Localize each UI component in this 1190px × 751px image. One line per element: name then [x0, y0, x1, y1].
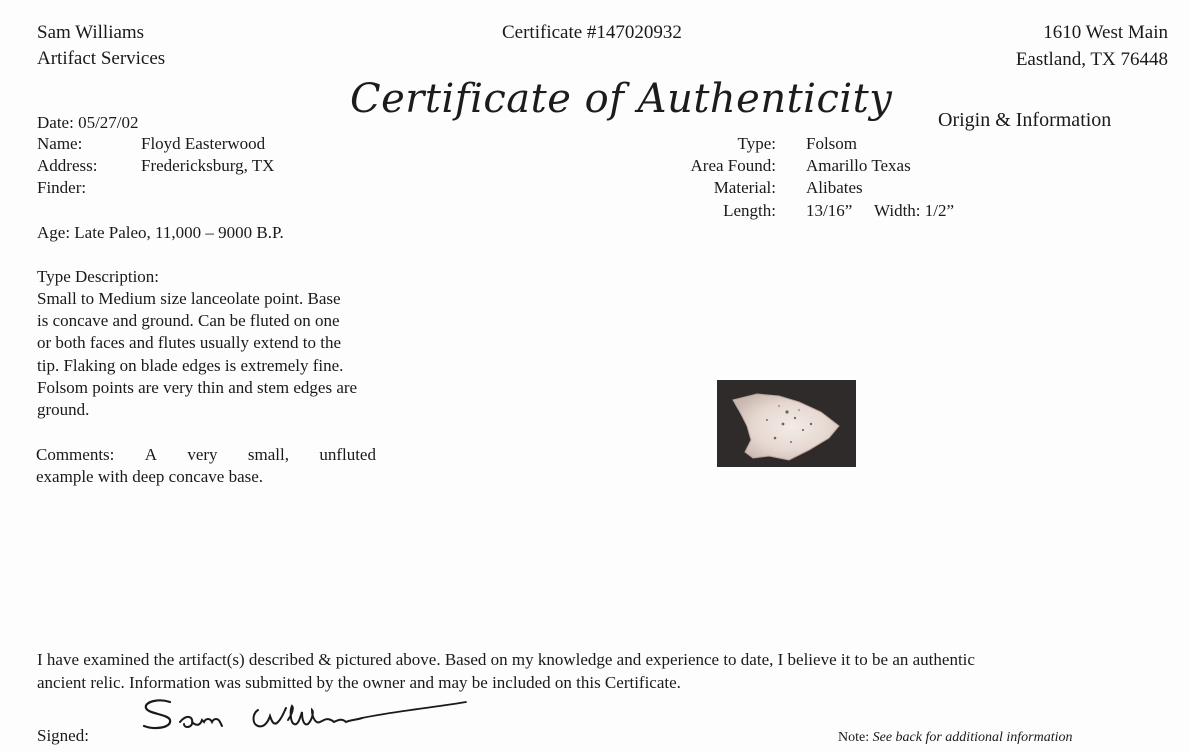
- company-division: Artifact Services: [37, 48, 166, 69]
- name-label: Name:: [37, 134, 83, 153]
- authenticity-statement: [37, 649, 1147, 694]
- artifact-photo: [717, 380, 856, 467]
- company-name: Sam Williams: [37, 22, 145, 43]
- comments-word: small,: [247, 445, 289, 464]
- folsom-point-image: [717, 380, 856, 467]
- comments-block: [36, 444, 376, 488]
- certificate-title: Certificate of Authenticity: [350, 76, 893, 122]
- type-value: Folsom: [806, 134, 858, 153]
- type-label: Type:: [737, 134, 776, 153]
- type-description-line: Folsom points are very thin and stem edges are: [37, 378, 358, 397]
- note-text: See back for additional information: [872, 730, 1073, 745]
- age-field: Age: Late Paleo, 11,000 – 9000 B.P.: [37, 223, 284, 242]
- comments-word: very: [187, 445, 218, 464]
- material-label: Material:: [713, 178, 776, 197]
- comments-label: Comments:: [36, 445, 115, 464]
- type-description-line: Small to Medium size lanceolate point. Base: [37, 289, 341, 308]
- address-value: Fredericksburg, TX: [141, 156, 275, 175]
- area-found-label: Area Found:: [690, 156, 776, 175]
- finder-label: Finder:: [37, 178, 87, 197]
- length-label: Length:: [723, 201, 776, 220]
- signed-label: Signed:: [37, 726, 89, 745]
- comments-line1: [36, 444, 376, 466]
- type-description-heading: Type Description:: [37, 267, 160, 286]
- handwritten-signature: [140, 692, 470, 744]
- name-value: Floyd Easterwood: [141, 134, 266, 153]
- length-value: 13/16”: [806, 201, 853, 220]
- certificate-number: Certificate #147020932: [502, 22, 682, 43]
- type-description-line: is concave and ground. Can be fluted on one: [37, 311, 340, 330]
- area-found-value: Amarillo Texas: [806, 156, 911, 175]
- type-description-line: tip. Flaking on blade edges is extremely fine.: [37, 356, 344, 375]
- statement-line: I have examined the artifact(s) described & pictured above. Based on my knowledge and experience to date, I believe it to be an authentic: [37, 650, 975, 669]
- comments-word: unfluted: [319, 445, 376, 464]
- address-street: 1610 West Main: [1043, 22, 1168, 43]
- address-city: Eastland, TX 76448: [1015, 49, 1168, 70]
- comments-line2: example with deep concave base.: [36, 467, 264, 486]
- note: [838, 730, 1072, 746]
- date-field: Date: 05/27/02: [37, 113, 139, 132]
- type-description-line: ground.: [37, 400, 90, 419]
- width-value: Width: 1/2”: [874, 201, 955, 220]
- statement-line: ancient relic. Information was submitted by the owner and may be included on this Certificate.: [37, 672, 681, 692]
- type-description-line: or both faces and flutes usually extend to the: [37, 333, 342, 352]
- name-row: [37, 133, 82, 155]
- address-label: Address:: [37, 156, 98, 175]
- origin-heading: Origin & Information: [938, 109, 1112, 131]
- note-label: Note:: [838, 730, 870, 745]
- comments-word: A: [144, 445, 158, 464]
- material-value: Alibates: [806, 178, 863, 197]
